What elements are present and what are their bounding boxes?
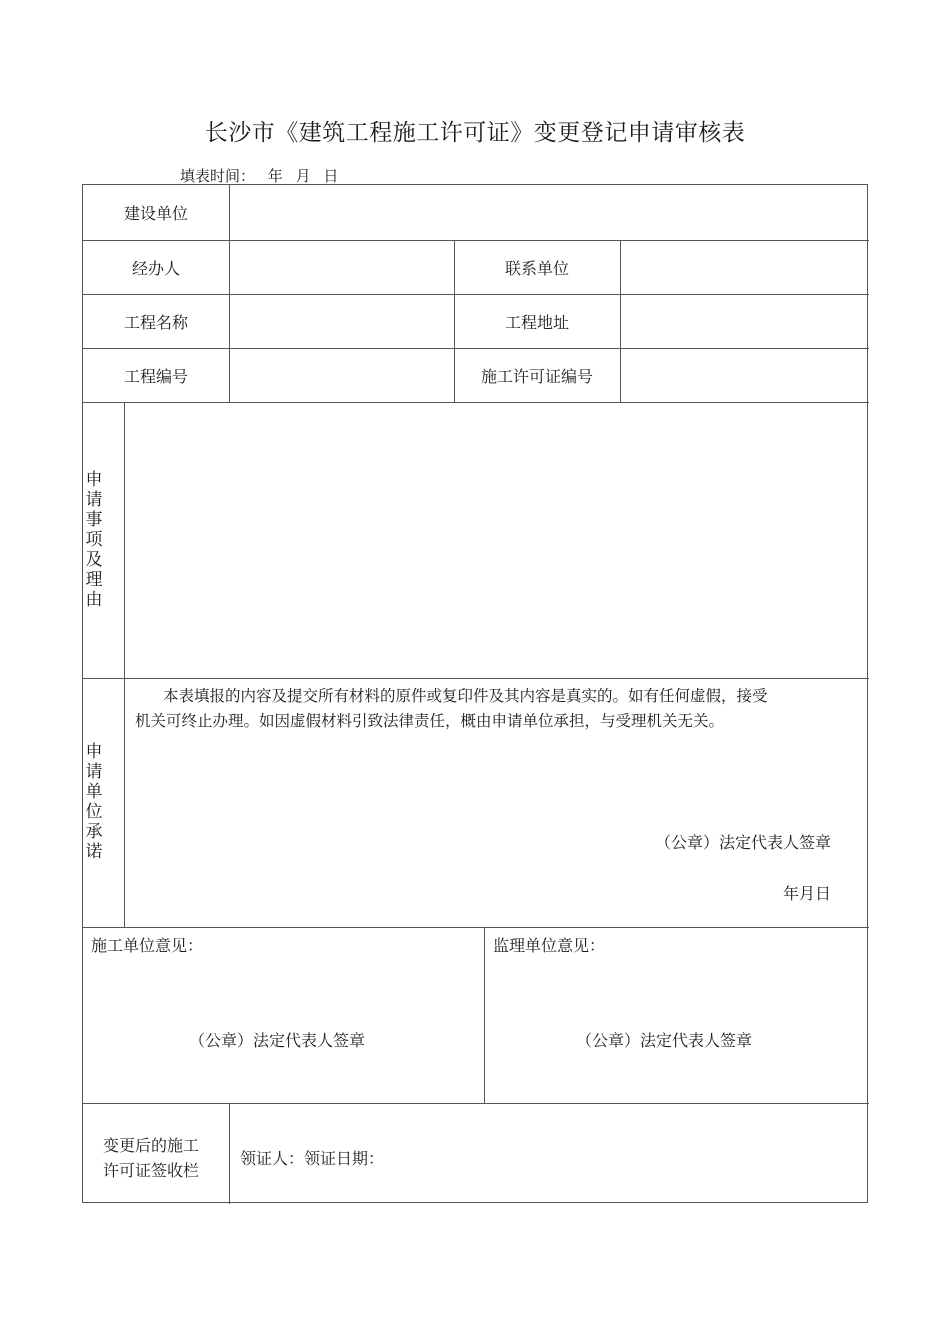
row-divider <box>83 678 869 679</box>
builder-field[interactable] <box>230 185 868 240</box>
application-field[interactable] <box>125 403 868 678</box>
commitment-line-2: 机关可终止办理。如因虚假材料引致法律责任，概由申请单位承担，与受理机关无关。 <box>135 712 725 730</box>
receipt-label-line-1: 变更后的施工 <box>103 1136 200 1155</box>
fill-date-label: 填表时间： <box>180 167 256 185</box>
page-title: 长沙市《建筑工程施工许可证》变更登记申请审核表 <box>204 120 746 146</box>
col-divider <box>484 927 485 1103</box>
project-address-field[interactable] <box>621 294 868 348</box>
project-number-field[interactable] <box>230 348 454 402</box>
builder-label: 建设单位 <box>123 204 188 223</box>
project-name-label: 工程名称 <box>123 312 188 332</box>
permit-number-field[interactable] <box>621 348 868 402</box>
supervisor-seal: （公章）法定代表人签章 <box>576 1031 753 1050</box>
commitment-date: 年月日 <box>782 884 831 903</box>
fill-date-month: 月 <box>295 167 311 185</box>
contact-unit-label: 联系单位 <box>504 258 569 278</box>
contractor-opinion-label: 施工单位意见： <box>91 936 204 955</box>
commitment-seal: （公章）法定代表人签章 <box>654 833 831 852</box>
commitment-line-1: 本表填报的内容及提交所有材料的原件或复印件及其内容是真实的。如有任何虚假，接受 <box>163 687 768 705</box>
contractor-seal: （公章）法定代表人签章 <box>189 1031 366 1050</box>
commitment-label: 申请单位承诺 <box>85 742 103 862</box>
project-name-field[interactable] <box>230 294 454 348</box>
fill-date-year: 年 <box>267 167 283 185</box>
receipt-label-line-2: 许可证签收栏 <box>103 1161 200 1180</box>
agent-field[interactable] <box>230 240 454 294</box>
permit-number-label: 施工许可证编号 <box>480 366 593 386</box>
receipt-fields[interactable]: 领证人：领证日期： <box>240 1149 385 1168</box>
project-address-label: 工程地址 <box>504 312 569 332</box>
agent-label: 经办人 <box>131 258 180 278</box>
supervisor-opinion-label: 监理单位意见： <box>493 936 606 955</box>
application-label: 申请事项及理由 <box>85 470 103 610</box>
project-number-label: 工程编号 <box>123 366 188 386</box>
col-divider <box>229 1103 230 1204</box>
contact-unit-field[interactable] <box>621 240 868 294</box>
form-table <box>82 184 868 1203</box>
row-divider <box>83 927 869 928</box>
fill-date-day: 日 <box>323 167 339 185</box>
fill-date <box>180 165 346 186</box>
row-divider <box>83 1103 869 1104</box>
